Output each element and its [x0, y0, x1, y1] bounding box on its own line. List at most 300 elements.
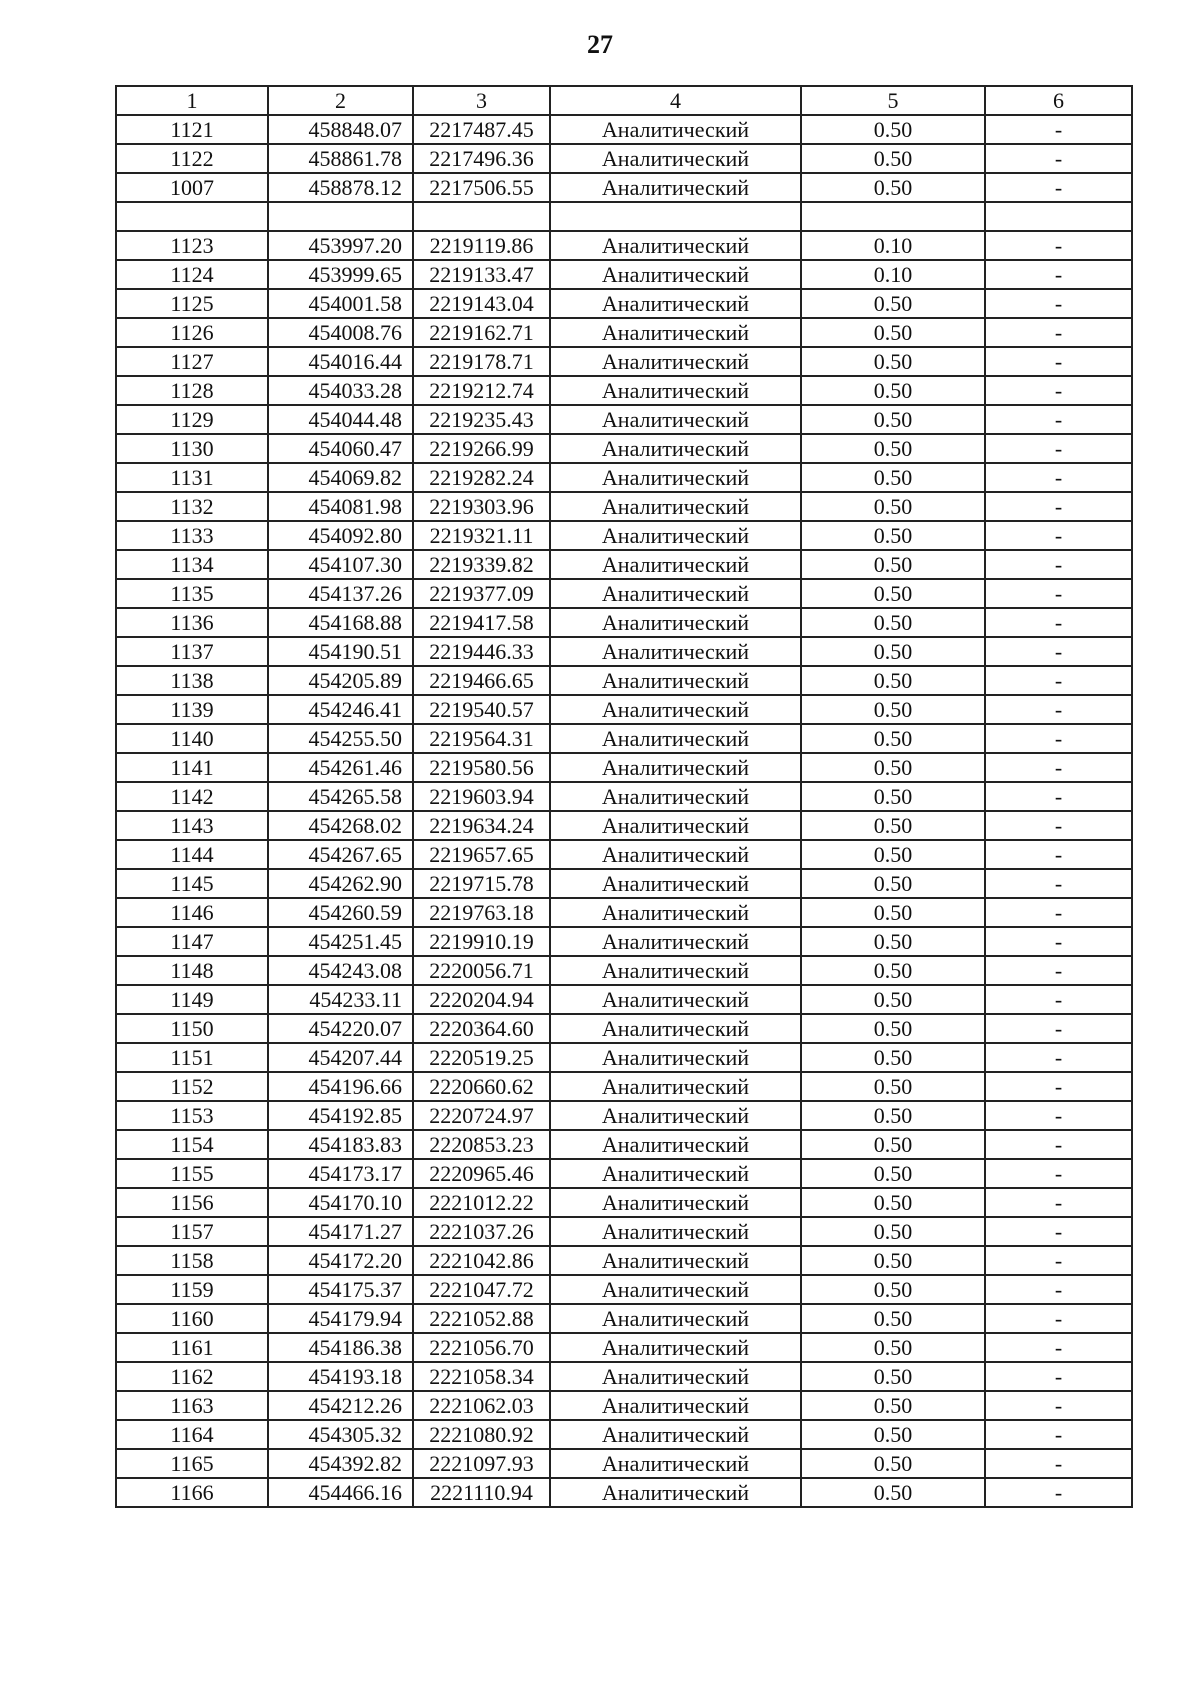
cell-method: Аналитический: [550, 434, 801, 463]
cell-point-number: 1134: [116, 550, 268, 579]
cell-y-coordinate: 2220519.25: [413, 1043, 550, 1072]
cell-point-number: 1147: [116, 927, 268, 956]
table-row: [116, 1449, 1132, 1478]
cell-y-coordinate: 2219634.24: [413, 811, 550, 840]
cell-point-number: 1132: [116, 492, 268, 521]
cell-note: -: [985, 1333, 1132, 1362]
cell-method: [550, 202, 801, 231]
cell-y-coordinate: 2220204.94: [413, 985, 550, 1014]
cell-x-coordinate: 454168.88: [268, 608, 413, 637]
cell-note: -: [985, 579, 1132, 608]
cell-method: Аналитический: [550, 956, 801, 985]
cell-point-number: 1140: [116, 724, 268, 753]
cell-accuracy: 0.50: [801, 695, 985, 724]
cell-point-number: 1148: [116, 956, 268, 985]
cell-y-coordinate: 2221058.34: [413, 1362, 550, 1391]
cell-method: Аналитический: [550, 579, 801, 608]
cell-note: -: [985, 463, 1132, 492]
cell-y-coordinate: 2220660.62: [413, 1072, 550, 1101]
cell-y-coordinate: 2220724.97: [413, 1101, 550, 1130]
cell-method: Аналитический: [550, 608, 801, 637]
cell-point-number: 1138: [116, 666, 268, 695]
table-row: [116, 782, 1132, 811]
cell-method: Аналитический: [550, 1246, 801, 1275]
cell-point-number: 1160: [116, 1304, 268, 1333]
cell-note: -: [985, 927, 1132, 956]
cell-y-coordinate: 2219763.18: [413, 898, 550, 927]
cell-x-coordinate: [268, 202, 413, 231]
cell-note: -: [985, 1014, 1132, 1043]
table-row: [116, 1130, 1132, 1159]
cell-note: -: [985, 1217, 1132, 1246]
cell-y-coordinate: 2221080.92: [413, 1420, 550, 1449]
cell-accuracy: 0.50: [801, 115, 985, 144]
cell-y-coordinate: 2217506.55: [413, 173, 550, 202]
cell-method: Аналитический: [550, 637, 801, 666]
cell-y-coordinate: 2219321.11: [413, 521, 550, 550]
cell-x-coordinate: 454192.85: [268, 1101, 413, 1130]
cell-point-number: 1142: [116, 782, 268, 811]
cell-point-number: 1007: [116, 173, 268, 202]
cell-note: -: [985, 1101, 1132, 1130]
table-row: [116, 1217, 1132, 1246]
cell-note: -: [985, 492, 1132, 521]
cell-note: -: [985, 1246, 1132, 1275]
table-row: [116, 1333, 1132, 1362]
table-header: [116, 86, 1132, 115]
cell-accuracy: 0.50: [801, 608, 985, 637]
cell-method: Аналитический: [550, 782, 801, 811]
cell-y-coordinate: 2219466.65: [413, 666, 550, 695]
cell-y-coordinate: 2220853.23: [413, 1130, 550, 1159]
cell-point-number: 1161: [116, 1333, 268, 1362]
cell-x-coordinate: 454207.44: [268, 1043, 413, 1072]
cell-x-coordinate: 454205.89: [268, 666, 413, 695]
table-row: [116, 956, 1132, 985]
cell-x-coordinate: 454193.18: [268, 1362, 413, 1391]
cell-accuracy: 0.50: [801, 637, 985, 666]
cell-method: Аналитический: [550, 521, 801, 550]
table-row: [116, 927, 1132, 956]
table-row: [116, 695, 1132, 724]
cell-y-coordinate: 2221012.22: [413, 1188, 550, 1217]
cell-method: Аналитический: [550, 405, 801, 434]
cell-note: -: [985, 1159, 1132, 1188]
cell-y-coordinate: 2219235.43: [413, 405, 550, 434]
cell-note: -: [985, 231, 1132, 260]
cell-y-coordinate: 2221062.03: [413, 1391, 550, 1420]
cell-accuracy: 0.50: [801, 1188, 985, 1217]
table-row: [116, 173, 1132, 202]
cell-point-number: 1152: [116, 1072, 268, 1101]
cell-method: Аналитический: [550, 318, 801, 347]
cell-point-number: 1136: [116, 608, 268, 637]
cell-x-coordinate: 454243.08: [268, 956, 413, 985]
cell-point-number: 1135: [116, 579, 268, 608]
cell-note: -: [985, 1420, 1132, 1449]
cell-point-number: 1165: [116, 1449, 268, 1478]
coordinates-table: [115, 85, 1133, 1508]
cell-y-coordinate: 2221047.72: [413, 1275, 550, 1304]
cell-y-coordinate: 2221097.93: [413, 1449, 550, 1478]
cell-x-coordinate: 454196.66: [268, 1072, 413, 1101]
cell-x-coordinate: 458878.12: [268, 173, 413, 202]
table-row: [116, 1159, 1132, 1188]
cell-x-coordinate: 454060.47: [268, 434, 413, 463]
table-row: [116, 405, 1132, 434]
cell-note: -: [985, 115, 1132, 144]
cell-method: Аналитический: [550, 695, 801, 724]
cell-x-coordinate: 454246.41: [268, 695, 413, 724]
cell-point-number: 1143: [116, 811, 268, 840]
cell-accuracy: 0.50: [801, 956, 985, 985]
cell-x-coordinate: 454220.07: [268, 1014, 413, 1043]
cell-x-coordinate: 454137.26: [268, 579, 413, 608]
cell-note: -: [985, 1130, 1132, 1159]
table-row: [116, 811, 1132, 840]
cell-y-coordinate: 2220965.46: [413, 1159, 550, 1188]
cell-point-number: 1139: [116, 695, 268, 724]
cell-y-coordinate: 2221052.88: [413, 1304, 550, 1333]
table-row: [116, 666, 1132, 695]
cell-x-coordinate: 454251.45: [268, 927, 413, 956]
cell-x-coordinate: 454016.44: [268, 347, 413, 376]
cell-accuracy: 0.50: [801, 1072, 985, 1101]
cell-point-number: 1141: [116, 753, 268, 782]
cell-point-number: 1130: [116, 434, 268, 463]
cell-note: -: [985, 666, 1132, 695]
cell-point-number: 1150: [116, 1014, 268, 1043]
table-row: [116, 434, 1132, 463]
cell-accuracy: 0.50: [801, 811, 985, 840]
cell-accuracy: 0.50: [801, 840, 985, 869]
cell-point-number: 1154: [116, 1130, 268, 1159]
cell-note: -: [985, 318, 1132, 347]
cell-x-coordinate: 454069.82: [268, 463, 413, 492]
table-row: [116, 463, 1132, 492]
cell-accuracy: 0.50: [801, 1246, 985, 1275]
cell-accuracy: 0.50: [801, 144, 985, 173]
cell-method: Аналитический: [550, 115, 801, 144]
table-body: [116, 115, 1132, 1507]
cell-y-coordinate: 2219162.71: [413, 318, 550, 347]
cell-x-coordinate: 454173.17: [268, 1159, 413, 1188]
table-row: [116, 318, 1132, 347]
header-row: [116, 86, 1132, 115]
table-row: [116, 1188, 1132, 1217]
cell-method: Аналитический: [550, 463, 801, 492]
cell-note: -: [985, 869, 1132, 898]
cell-note: -: [985, 753, 1132, 782]
cell-accuracy: 0.50: [801, 869, 985, 898]
cell-y-coordinate: 2221037.26: [413, 1217, 550, 1246]
cell-method: Аналитический: [550, 1217, 801, 1246]
cell-y-coordinate: 2217496.36: [413, 144, 550, 173]
cell-y-coordinate: 2219282.24: [413, 463, 550, 492]
cell-accuracy: 0.50: [801, 376, 985, 405]
cell-point-number: 1122: [116, 144, 268, 173]
cell-point-number: 1162: [116, 1362, 268, 1391]
cell-method: Аналитический: [550, 1478, 801, 1507]
cell-point-number: 1133: [116, 521, 268, 550]
cell-note: -: [985, 289, 1132, 318]
cell-accuracy: 0.50: [801, 1449, 985, 1478]
cell-note: -: [985, 898, 1132, 927]
table-row: [116, 724, 1132, 753]
table-row: [116, 637, 1132, 666]
cell-note: -: [985, 985, 1132, 1014]
cell-x-coordinate: 454092.80: [268, 521, 413, 550]
cell-note: -: [985, 1275, 1132, 1304]
cell-method: Аналитический: [550, 1043, 801, 1072]
cell-point-number: 1126: [116, 318, 268, 347]
cell-note: -: [985, 1072, 1132, 1101]
cell-accuracy: 0.50: [801, 1217, 985, 1246]
cell-method: Аналитический: [550, 1014, 801, 1043]
cell-accuracy: 0.50: [801, 1478, 985, 1507]
cell-x-coordinate: 454107.30: [268, 550, 413, 579]
cell-point-number: 1121: [116, 115, 268, 144]
cell-accuracy: 0.10: [801, 260, 985, 289]
cell-y-coordinate: 2220056.71: [413, 956, 550, 985]
table-row: [116, 144, 1132, 173]
cell-note: -: [985, 521, 1132, 550]
header-col-4: 4: [550, 86, 801, 115]
cell-point-number: 1153: [116, 1101, 268, 1130]
cell-y-coordinate: 2221110.94: [413, 1478, 550, 1507]
cell-point-number: 1158: [116, 1246, 268, 1275]
cell-x-coordinate: 454175.37: [268, 1275, 413, 1304]
cell-method: Аналитический: [550, 1362, 801, 1391]
table-row: [116, 202, 1132, 231]
cell-y-coordinate: 2221042.86: [413, 1246, 550, 1275]
table-row: [116, 1072, 1132, 1101]
cell-y-coordinate: 2219446.33: [413, 637, 550, 666]
cell-point-number: 1137: [116, 637, 268, 666]
cell-x-coordinate: 453999.65: [268, 260, 413, 289]
cell-method: Аналитический: [550, 898, 801, 927]
cell-method: Аналитический: [550, 985, 801, 1014]
cell-point-number: 1157: [116, 1217, 268, 1246]
cell-x-coordinate: 454255.50: [268, 724, 413, 753]
cell-method: Аналитический: [550, 231, 801, 260]
cell-note: -: [985, 260, 1132, 289]
cell-accuracy: 0.50: [801, 1275, 985, 1304]
cell-accuracy: 0.50: [801, 347, 985, 376]
cell-point-number: 1144: [116, 840, 268, 869]
cell-accuracy: [801, 202, 985, 231]
cell-note: -: [985, 144, 1132, 173]
cell-y-coordinate: 2219603.94: [413, 782, 550, 811]
cell-method: Аналитический: [550, 840, 801, 869]
cell-point-number: 1166: [116, 1478, 268, 1507]
table-row: [116, 1246, 1132, 1275]
cell-y-coordinate: 2217487.45: [413, 115, 550, 144]
cell-method: Аналитический: [550, 260, 801, 289]
cell-note: -: [985, 1478, 1132, 1507]
cell-accuracy: 0.50: [801, 1014, 985, 1043]
table-row: [116, 1362, 1132, 1391]
cell-y-coordinate: 2219266.99: [413, 434, 550, 463]
cell-point-number: 1129: [116, 405, 268, 434]
cell-x-coordinate: 454172.20: [268, 1246, 413, 1275]
cell-x-coordinate: 454265.58: [268, 782, 413, 811]
table-row: [116, 347, 1132, 376]
cell-method: Аналитический: [550, 1275, 801, 1304]
table-row: [116, 521, 1132, 550]
cell-x-coordinate: 454190.51: [268, 637, 413, 666]
cell-accuracy: 0.50: [801, 492, 985, 521]
cell-y-coordinate: 2219540.57: [413, 695, 550, 724]
cell-x-coordinate: 454186.38: [268, 1333, 413, 1362]
table-row: [116, 869, 1132, 898]
cell-y-coordinate: 2219564.31: [413, 724, 550, 753]
cell-point-number: 1128: [116, 376, 268, 405]
cell-x-coordinate: 454233.11: [268, 985, 413, 1014]
cell-accuracy: 0.50: [801, 985, 985, 1014]
cell-method: Аналитический: [550, 289, 801, 318]
cell-note: -: [985, 1304, 1132, 1333]
cell-y-coordinate: [413, 202, 550, 231]
cell-accuracy: 0.50: [801, 289, 985, 318]
table-row: [116, 1043, 1132, 1072]
cell-x-coordinate: 458861.78: [268, 144, 413, 173]
header-col-3: 3: [413, 86, 550, 115]
cell-point-number: 1159: [116, 1275, 268, 1304]
cell-note: -: [985, 405, 1132, 434]
cell-x-coordinate: 454033.28: [268, 376, 413, 405]
cell-x-coordinate: 454081.98: [268, 492, 413, 521]
cell-method: Аналитический: [550, 173, 801, 202]
cell-y-coordinate: 2220364.60: [413, 1014, 550, 1043]
cell-accuracy: 0.50: [801, 1130, 985, 1159]
cell-accuracy: 0.50: [801, 666, 985, 695]
table-row: [116, 376, 1132, 405]
cell-x-coordinate: 458848.07: [268, 115, 413, 144]
cell-method: Аналитический: [550, 1072, 801, 1101]
cell-note: -: [985, 1362, 1132, 1391]
page-number: 27: [587, 30, 613, 59]
table-row: [116, 1101, 1132, 1130]
table-row: [116, 260, 1132, 289]
cell-y-coordinate: 2219417.58: [413, 608, 550, 637]
cell-x-coordinate: 453997.20: [268, 231, 413, 260]
cell-note: -: [985, 550, 1132, 579]
cell-method: Аналитический: [550, 376, 801, 405]
cell-accuracy: 0.50: [801, 579, 985, 608]
cell-x-coordinate: 454305.32: [268, 1420, 413, 1449]
cell-note: -: [985, 811, 1132, 840]
table-row: [116, 289, 1132, 318]
table-row: [116, 898, 1132, 927]
cell-y-coordinate: 2219910.19: [413, 927, 550, 956]
cell-point-number: 1125: [116, 289, 268, 318]
cell-y-coordinate: 2219133.47: [413, 260, 550, 289]
table-row: [116, 985, 1132, 1014]
table-row: [116, 1275, 1132, 1304]
cell-point-number: 1145: [116, 869, 268, 898]
cell-accuracy: 0.50: [801, 318, 985, 347]
cell-y-coordinate: 2219303.96: [413, 492, 550, 521]
cell-x-coordinate: 454268.02: [268, 811, 413, 840]
cell-accuracy: 0.50: [801, 405, 985, 434]
header-col-6: 6: [985, 86, 1132, 115]
cell-accuracy: 0.10: [801, 231, 985, 260]
cell-method: Аналитический: [550, 927, 801, 956]
cell-x-coordinate: 454261.46: [268, 753, 413, 782]
cell-note: -: [985, 1043, 1132, 1072]
table-row: [116, 840, 1132, 869]
cell-note: -: [985, 173, 1132, 202]
header-col-5: 5: [801, 86, 985, 115]
cell-accuracy: 0.50: [801, 1420, 985, 1449]
table-row: [116, 579, 1132, 608]
cell-method: Аналитический: [550, 1391, 801, 1420]
cell-method: Аналитический: [550, 550, 801, 579]
cell-method: Аналитический: [550, 666, 801, 695]
cell-point-number: 1124: [116, 260, 268, 289]
cell-accuracy: 0.50: [801, 1304, 985, 1333]
table-row: [116, 1304, 1132, 1333]
cell-y-coordinate: 2219178.71: [413, 347, 550, 376]
cell-point-number: 1151: [116, 1043, 268, 1072]
cell-accuracy: 0.50: [801, 434, 985, 463]
cell-method: Аналитический: [550, 753, 801, 782]
cell-note: -: [985, 956, 1132, 985]
cell-accuracy: 0.50: [801, 1391, 985, 1420]
cell-method: Аналитический: [550, 347, 801, 376]
cell-x-coordinate: 454267.65: [268, 840, 413, 869]
cell-note: -: [985, 347, 1132, 376]
cell-accuracy: 0.50: [801, 753, 985, 782]
cell-x-coordinate: 454008.76: [268, 318, 413, 347]
cell-y-coordinate: 2219143.04: [413, 289, 550, 318]
cell-point-number: 1123: [116, 231, 268, 260]
cell-accuracy: 0.50: [801, 550, 985, 579]
table-row: [116, 550, 1132, 579]
cell-method: Аналитический: [550, 1449, 801, 1478]
cell-method: Аналитический: [550, 1420, 801, 1449]
table-row: [116, 115, 1132, 144]
cell-accuracy: 0.50: [801, 724, 985, 753]
cell-x-coordinate: 454001.58: [268, 289, 413, 318]
cell-x-coordinate: 454171.27: [268, 1217, 413, 1246]
cell-y-coordinate: 2219715.78: [413, 869, 550, 898]
cell-method: Аналитический: [550, 1304, 801, 1333]
table-row: [116, 1478, 1132, 1507]
cell-method: Аналитический: [550, 869, 801, 898]
header-col-2: 2: [268, 86, 413, 115]
table-row: [116, 753, 1132, 782]
cell-accuracy: 0.50: [801, 463, 985, 492]
cell-note: -: [985, 1449, 1132, 1478]
cell-y-coordinate: 2219119.86: [413, 231, 550, 260]
cell-note: -: [985, 637, 1132, 666]
cell-note: -: [985, 724, 1132, 753]
cell-point-number: 1131: [116, 463, 268, 492]
cell-note: -: [985, 1188, 1132, 1217]
cell-method: Аналитический: [550, 724, 801, 753]
cell-y-coordinate: 2219339.82: [413, 550, 550, 579]
cell-point-number: [116, 202, 268, 231]
cell-x-coordinate: 454260.59: [268, 898, 413, 927]
cell-note: -: [985, 434, 1132, 463]
table-row: [116, 492, 1132, 521]
cell-point-number: 1155: [116, 1159, 268, 1188]
cell-note: -: [985, 695, 1132, 724]
cell-note: -: [985, 782, 1132, 811]
cell-accuracy: 0.50: [801, 927, 985, 956]
